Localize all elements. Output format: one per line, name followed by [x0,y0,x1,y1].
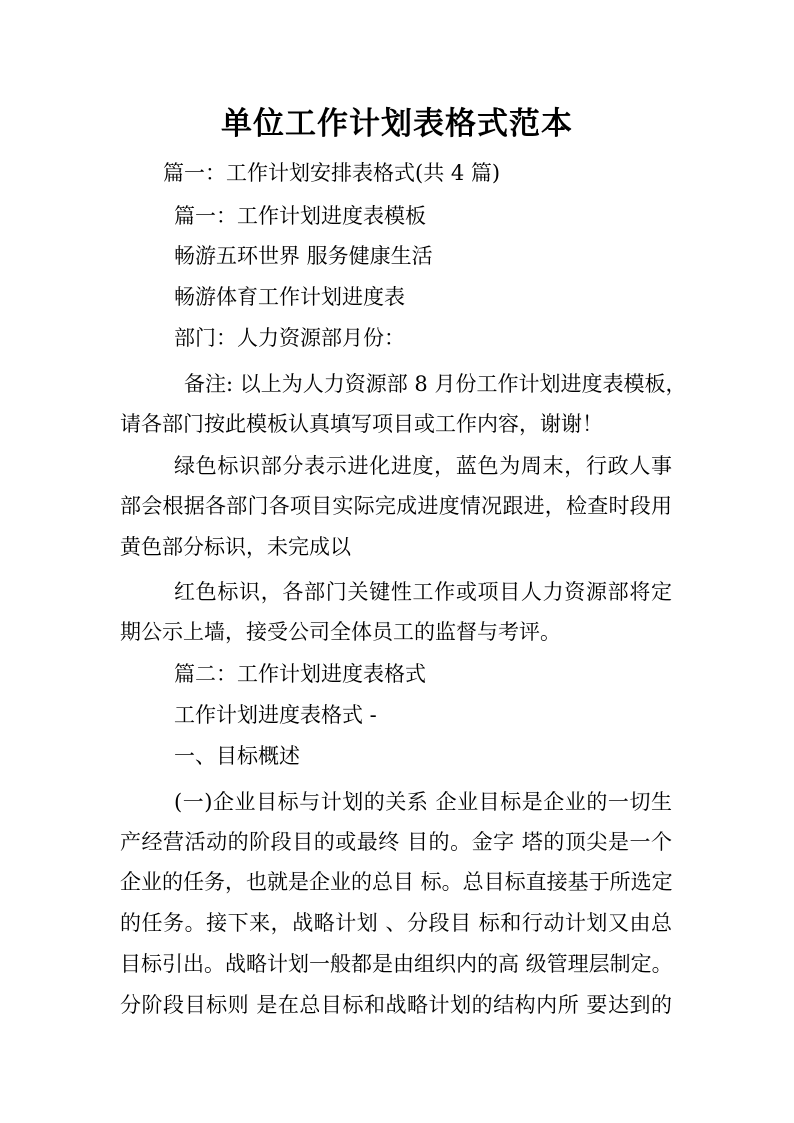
paragraph-line: 的任务。接下来，战略计划 、分段目 标和行动计划又由总 [120,911,672,935]
paragraph-line: 企业的任务，也就是企业的总目 标。总目标直接基于所选定 [120,870,673,894]
paragraph-line: 畅游五环世界 服务健康生活 [174,244,433,268]
paragraph-line: 部会根据各部门各项目实际完成进度情况跟进，检查时段用 [120,494,672,518]
paragraph-line: 请各部门按此模板认真填写项目或工作内容，谢谢！ [120,412,603,436]
paragraph-line: 备注: 以上为人力资源部 8 月份工作计划进度表模板， [184,372,687,396]
document-title: 单位工作计划表格式范本 [221,106,573,142]
paragraph-line: 期公示上墙，接受公司全体员工的监督与考评。 [120,620,561,644]
paragraph-line: 目标引出。战略计划一般都是由组织内的高 级管理层制定。 [120,952,673,976]
paragraph-line: (一)企业目标与计划的关系 企业目标是企业的一切生 [174,790,672,814]
paragraph-line: 绿色标识部分表示进化进度，蓝色为周末，行政人事 [174,454,672,478]
paragraph-line: 工作计划进度表格式 - [174,703,377,727]
paragraph-line: 部门：人力资源部月份： [174,326,405,350]
paragraph-line: 分阶段目标则 是在总目标和战略计划的结构内所 要达到的 [120,993,672,1017]
paragraph-line: 红色标识，各部门关键性工作或项目人力资源部将定 [174,580,672,604]
paragraph-line: 篇一：工作计划安排表格式(共 4 篇) [163,161,501,185]
paragraph-line: 畅游体育工作计划进度表 [174,285,405,309]
paragraph-line: 一、目标概述 [174,744,300,768]
paragraph-line: 黄色部分标识，未完成以 [120,535,351,559]
paragraph-line: 篇二：工作计划进度表格式 [174,662,426,686]
paragraph-line: 产经营活动的阶段目的或最终 目的。金字 塔的顶尖是一个 [120,830,672,854]
paragraph-line: 篇一：工作计划进度表模板 [174,204,426,228]
